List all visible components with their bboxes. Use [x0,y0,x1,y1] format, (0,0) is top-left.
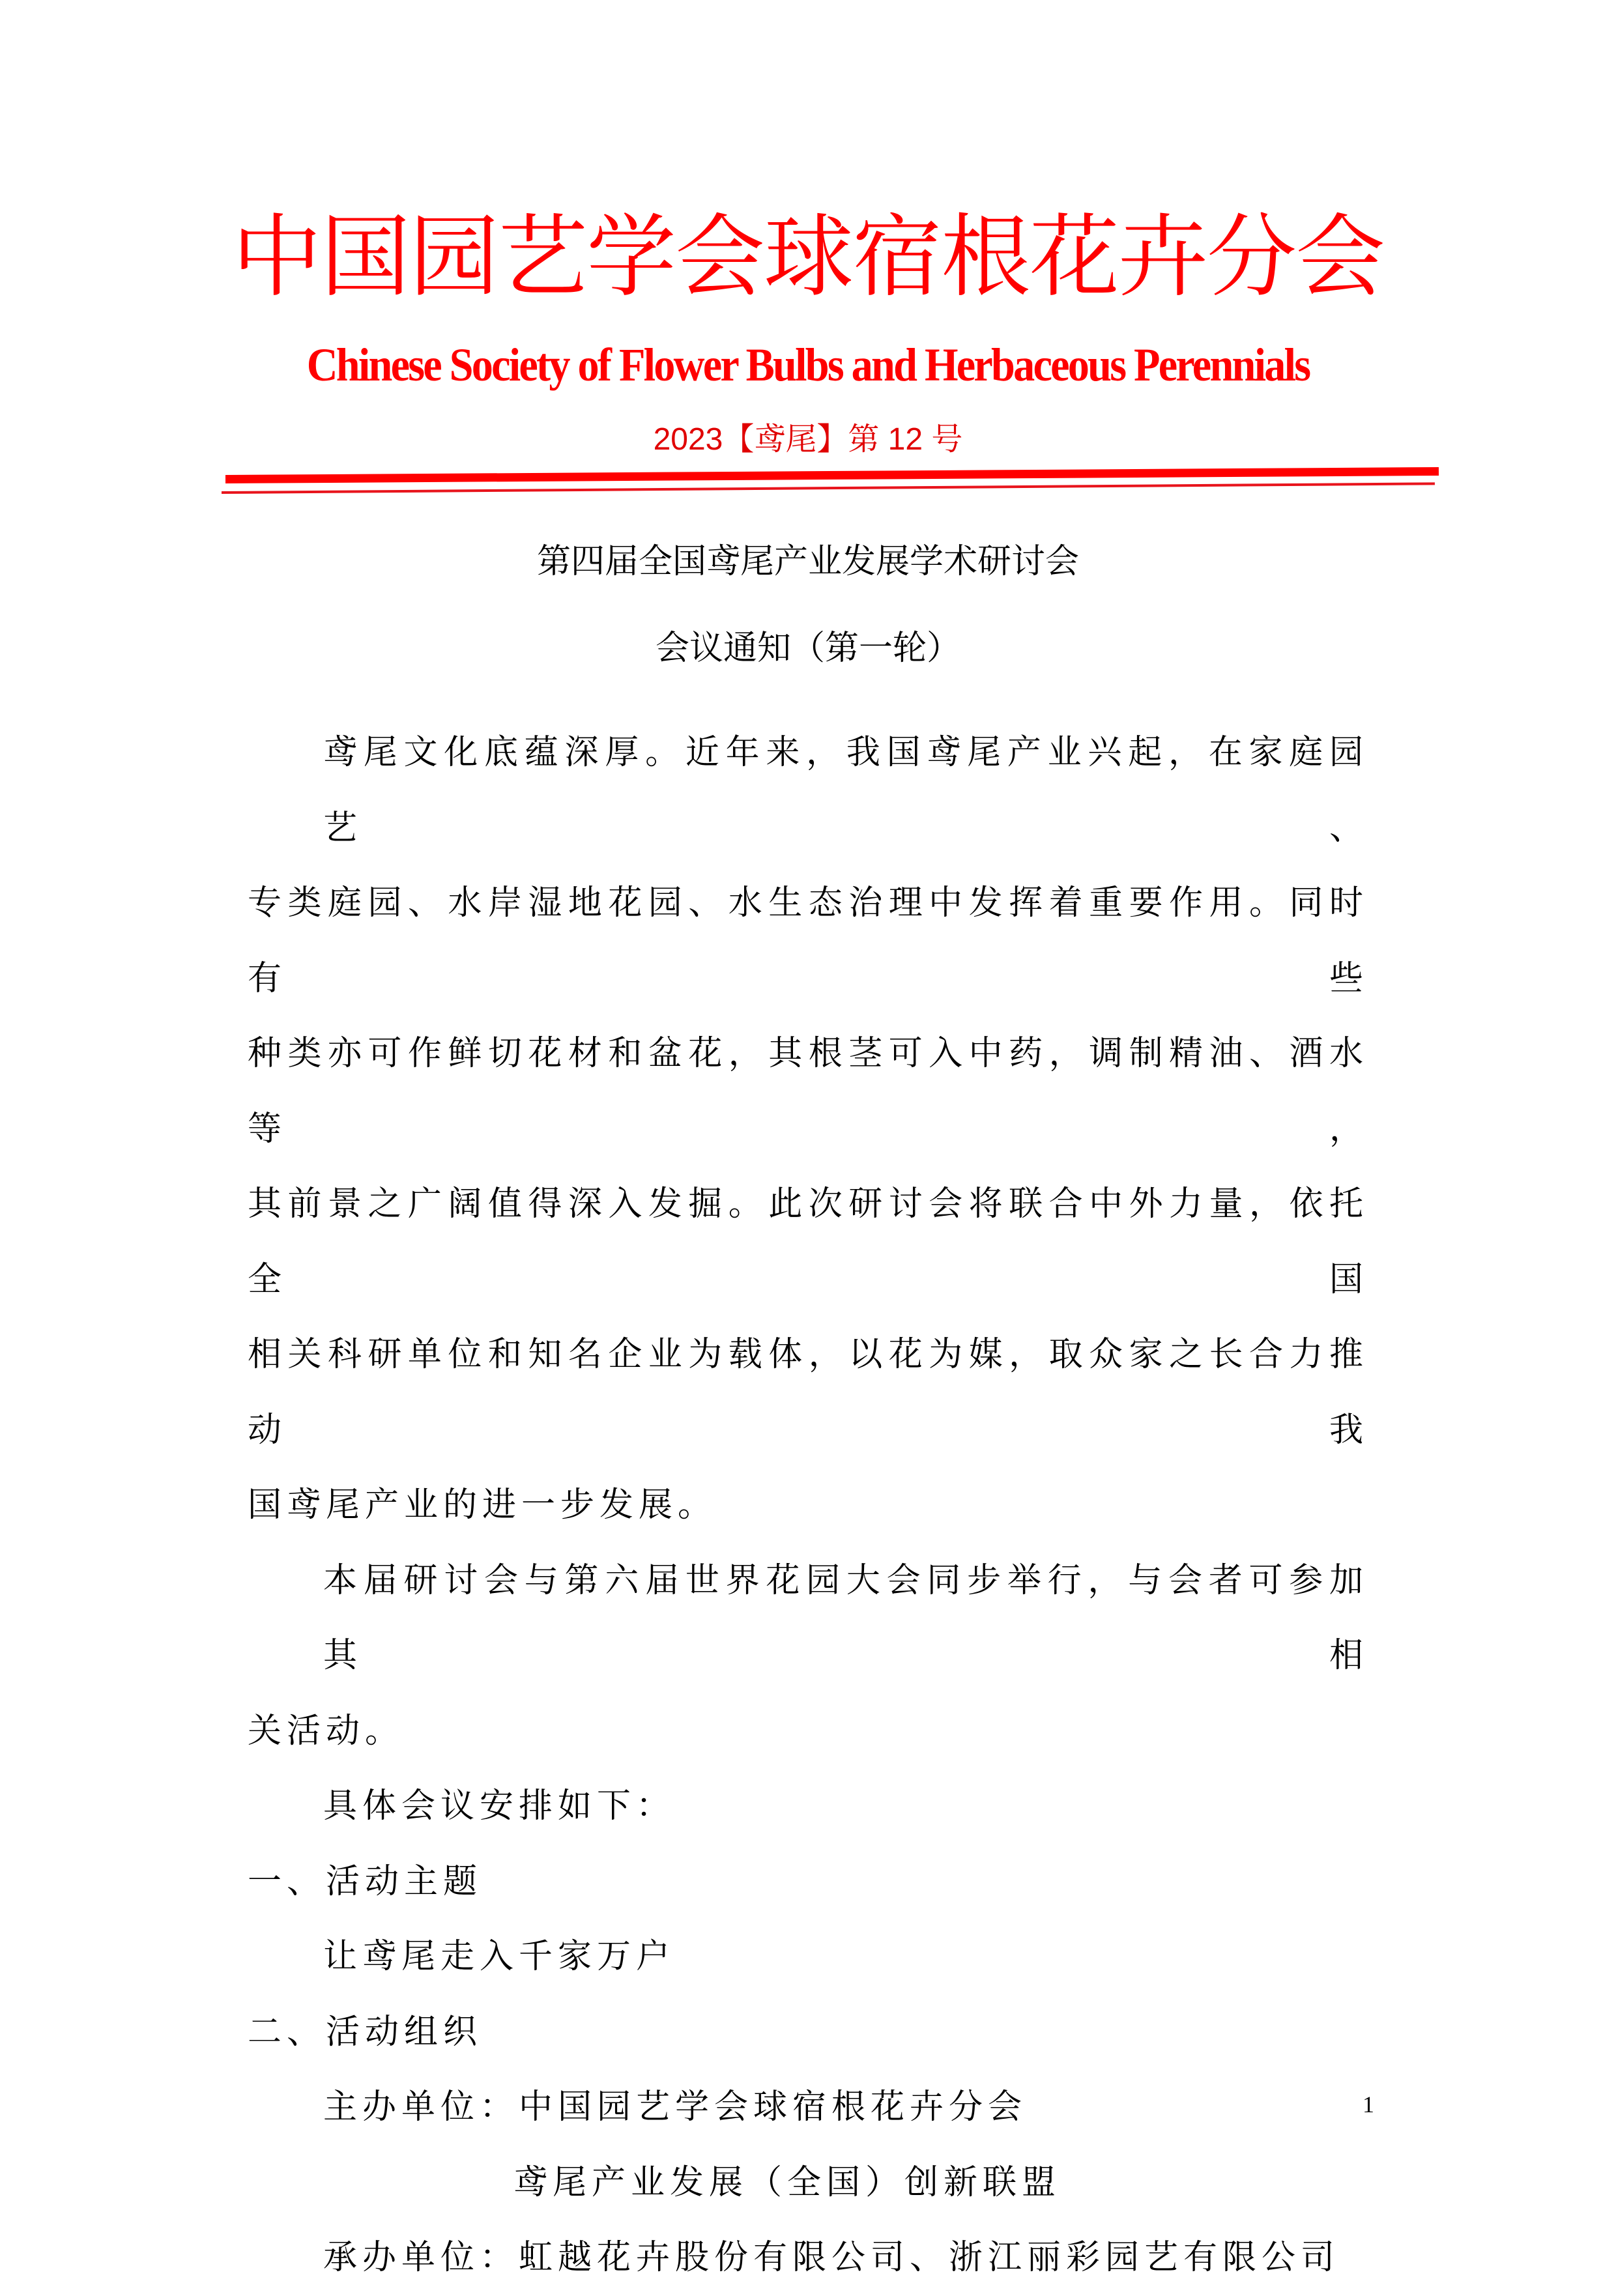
paragraph-line: 国鸢尾产业的进一步发展。 [248,1485,717,1525]
document-title: 第四届全国鸢尾产业发展学术研讨会 [536,542,1079,581]
document-subtitle: 会议通知（第一轮） [655,629,960,668]
paragraph-line: 专类庭园、水岸湿地花园、水生态治理中发挥着重要作用。同时有些 [248,883,1368,998]
header-divider-thick [225,467,1439,483]
paragraph-line: 种类亦可作鲜切花材和盆花，其根茎可入中药，调制精油、酒水等， [248,1034,1368,1149]
paragraph-line: 相关科研单位和知名企业为载体，以花为媒，取众家之长合力推动我 [248,1335,1368,1450]
paragraph-line: 其前景之广阔值得深入发掘。此次研讨会将联合中外力量，依托全国 [248,1184,1368,1299]
org-name-english: Chinese Society of Flower Bulbs and Herbaceous Perennials [306,339,1310,391]
page-number: 1 [1363,2091,1374,2117]
co-organizer-names: 虹越花卉股份有限公司、浙江丽彩园艺有限公司 [519,2238,1340,2277]
paragraph-line: 鸢尾文化底蕴深厚。近年来，我国鸢尾产业兴起，在家庭园艺、 [323,733,1368,848]
arrangement-intro: 具体会议安排如下： [323,1787,676,1826]
paragraph-line: 关活动。 [248,1711,405,1751]
org-name-chinese: 中国园艺学会球宿根花卉分会 [231,205,1384,309]
intro-paragraph [248,715,1368,1543]
organizers-row [248,2070,1368,2145]
theme-content: 让鸢尾走入千家万户 [323,1937,676,1976]
co-organizers-row [248,2220,1368,2296]
issue-number: 2023【鸢尾】第 12 号 [653,422,963,457]
header-divider-thin [222,482,1435,494]
section-heading-organization: 二、活动组织 [248,2012,483,2052]
document-body [248,715,1368,2296]
paragraph-line: 本届研讨会与第六届世界花园大会同步举行，与会者可参加其相 [323,1560,1368,1675]
organizer-name: 中国园艺学会球宿根花卉分会 [519,2088,1028,2127]
second-paragraph [248,1543,1368,1770]
section-heading-theme: 一、活动主题 [248,1861,483,1901]
co-organizers-label: 承办单位： [323,2238,519,2277]
organizer-name-continued: 鸢尾产业发展（全国）创新联盟 [513,2162,1061,2202]
organizers-label: 主办单位： [323,2088,519,2127]
